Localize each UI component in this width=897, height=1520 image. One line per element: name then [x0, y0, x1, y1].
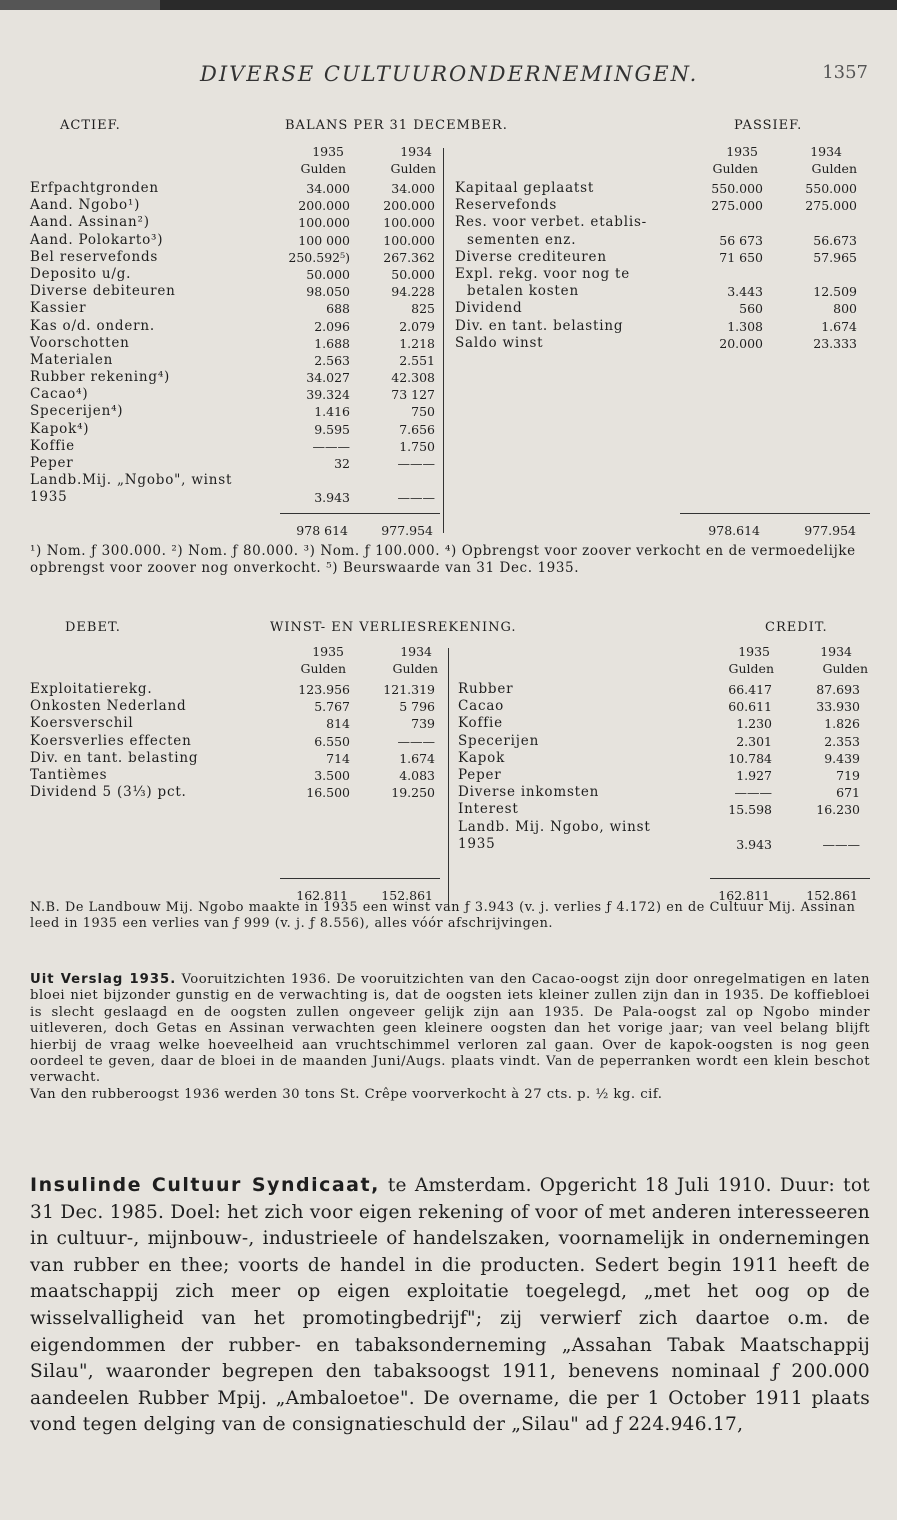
actief-total-1934: 977.954: [381, 523, 433, 538]
actief-row-value-1935: 3.943: [314, 490, 350, 506]
credit-row: [458, 715, 870, 732]
actief-row-label: Specerijen⁴): [30, 403, 124, 420]
pl-right-header: CREDIT.: [765, 620, 828, 635]
debet-row-value-1935: 714: [326, 750, 350, 766]
passief-row: [455, 266, 870, 283]
actief-row-value-1935: 39.324: [306, 387, 350, 403]
actief-row-value-1935: 34.027: [306, 370, 350, 386]
profit-loss-account: [30, 620, 870, 903]
passief-row-label: sementen enz.: [467, 231, 577, 248]
passief-row: [455, 335, 870, 352]
pl-column-divider: [448, 648, 449, 910]
company-entry: [30, 1172, 870, 1439]
balance-passief-year2: 1934: [810, 144, 842, 159]
actief-row-label: Aand. Assinan²): [30, 214, 150, 231]
actief-row-value-1935: 100 000: [298, 232, 350, 248]
actief-row: [30, 214, 440, 231]
credit-row-value-1934: 87.693: [816, 682, 860, 697]
actief-row-label: Kassier: [30, 300, 87, 317]
passief-row-label: betalen kosten: [467, 283, 579, 300]
passief-row-label: Reservefonds: [455, 197, 558, 214]
actief-row-value-1935: 200.000: [298, 198, 350, 214]
actief-row-value-1935: 250.592⁵): [288, 249, 350, 265]
company-name: Insulinde Cultuur Syndicaat,: [30, 1174, 380, 1196]
debet-row-value-1934: 121.319: [383, 682, 435, 697]
balance-actief-unit2: Gulden: [390, 161, 436, 176]
balance-right-header: PASSIEF.: [734, 118, 803, 133]
pl-left-header: DEBET.: [65, 620, 121, 635]
credit-row-label: Diverse inkomsten: [458, 784, 600, 801]
credit-row-value-1935: 66.417: [728, 682, 772, 697]
credit-row-label: Specerijen: [458, 732, 540, 749]
credit-row-value-1934: ———: [822, 836, 860, 852]
debet-row: [30, 715, 440, 732]
passief-row-value-1934: 1.674: [821, 318, 857, 334]
actief-row: [30, 489, 440, 506]
debet-row-value-1935: 814: [326, 716, 350, 732]
company-text: te Amsterdam. Opgericht 18 Juli 1910. Duur: tot 31 Dec. 1985. Doel: het zich voor eigen rekening of voor of met anderen interesseeren in cultuur-, mijnbouw-, industrieele of handelszaken, voornamelijk in ondernemingen van rubber en thee; voorts de handel in die producten. Sedert begin 1911 heeft de maatschappij zich meer op eigen exploitatie toegelegd, „met het oog op de wisselvalligheid van het promotingbedrijf"; zij verwierf zich daartoe o.m. de eigendommen der rubber- en tabaksonderneming „Assahan Tabak Maatschappij Silau", waaronder begrepen den tabaksoogst 1911, benevens nominaal ƒ 200.000 aandeelen Rubber Mpij. „Ambaloetoe". De overname, die per 1 October 1911 plaats vond tegen delging van de consignatieschuld der „Silau" ad ƒ 224.946.17,: [30, 1175, 870, 1436]
debet-row: [30, 750, 440, 767]
debet-row: [30, 767, 440, 784]
actief-row-label: Kapok⁴): [30, 420, 90, 437]
actief-row-value-1934: 7.656: [399, 421, 435, 437]
debet-row-value-1934: 4.083: [399, 767, 435, 783]
actief-row-label: Peper: [30, 455, 74, 471]
credit-row-value-1935: 2.301: [736, 733, 772, 749]
credit-row-value-1935: 15.598: [728, 802, 772, 818]
actief-row-label: Aand. Polokarto³): [30, 231, 164, 248]
credit-row-label: Rubber: [458, 681, 514, 697]
debet-list: [30, 681, 440, 801]
passief-row-value-1935: 275.000: [711, 198, 763, 214]
actief-row-value-1934: 267.362: [383, 249, 435, 265]
actief-row: [30, 455, 440, 472]
actief-row-value-1935: ———: [312, 438, 350, 454]
actief-row-value-1934: 100.000: [383, 232, 435, 248]
running-head-title: DIVERSE CULTUURONDERNEMINGEN.: [200, 62, 699, 86]
passief-row: [455, 318, 870, 335]
debet-row-label: Koersverlies effecten: [30, 732, 192, 749]
balance-actief-year1: 1935: [312, 144, 344, 159]
actief-row-value-1935: 98.050: [306, 284, 350, 300]
credit-row-value-1935: 1.927: [736, 767, 772, 783]
actief-row-value-1934: 73 127: [391, 387, 435, 403]
actief-row-label: Cacao⁴): [30, 386, 89, 403]
passief-row-value-1935: 560: [739, 301, 763, 317]
balance-title: BALANS PER 31 DECEMBER.: [285, 118, 508, 133]
pl-debet-year2: 1934: [400, 644, 432, 659]
page-number: 1357: [822, 62, 868, 83]
actief-list: [30, 180, 440, 507]
passief-row: [455, 249, 870, 266]
page-top-edge: [0, 0, 897, 10]
debet-row-value-1935: 3.500: [314, 767, 350, 783]
actief-row-value-1935: 34.000: [306, 181, 350, 196]
credit-row-value-1935: 1.230: [736, 716, 772, 732]
credit-row: [458, 681, 870, 698]
debet-row-value-1934: ———: [397, 733, 435, 749]
actief-row-value-1934: 825: [411, 301, 435, 317]
actief-row-value-1935: 688: [326, 301, 350, 317]
debet-row-value-1935: 6.550: [314, 733, 350, 749]
passief-row-value-1934: 550.000: [805, 181, 857, 196]
credit-list: [458, 681, 870, 853]
actief-row: [30, 386, 440, 403]
actief-row-label: Deposito u/g.: [30, 265, 132, 282]
credit-total-rule: [710, 878, 870, 879]
actief-row: [30, 232, 440, 249]
debet-row: [30, 698, 440, 715]
actief-row: [30, 472, 440, 489]
actief-row: [30, 266, 440, 283]
debet-total-rule: [280, 878, 440, 879]
actief-row-label: Bel reservefonds: [30, 248, 159, 265]
credit-total-1935: 162.811: [718, 888, 770, 903]
actief-row-value-1935: 2.096: [314, 318, 350, 334]
actief-total-1935: 978 614: [296, 523, 348, 538]
credit-total-1934: 152.861: [806, 888, 858, 903]
passief-row: [455, 300, 870, 317]
actief-row-value-1935: 50.000: [306, 266, 350, 282]
credit-row: [458, 750, 870, 767]
debet-row-value-1934: 1.674: [399, 750, 435, 766]
balance-column-divider: [443, 148, 444, 533]
actief-row: [30, 403, 440, 420]
actief-row: [30, 369, 440, 386]
credit-row-value-1934: 2.353: [824, 733, 860, 749]
credit-row-label: 1935: [458, 835, 496, 852]
passief-row-value-1934: 56.673: [813, 232, 857, 248]
actief-row-label: Materialen: [30, 351, 114, 368]
balance-actief-year2: 1934: [400, 144, 432, 159]
nb-note: N.B. De Landbouw Mij. Ngobo maakte in 1935 een winst van ƒ 3.943 (v. j. verlies ƒ 4.172) en de Cultuur Mij. Assinan leed in 1935 een verlies van ƒ 999 (v. j. ƒ 8.556), alles vóór afschrijvingen.: [30, 900, 856, 932]
debet-row-label: Dividend 5 (3⅓) pct.: [30, 784, 187, 801]
debet-row-value-1934: 739: [411, 716, 435, 732]
credit-row-value-1934: 9.439: [824, 750, 860, 766]
page-top-strip: [0, 0, 160, 10]
actief-row-value-1934: 1.750: [399, 438, 435, 454]
actief-row: [30, 197, 440, 214]
actief-row-value-1934: 94.228: [391, 284, 435, 300]
actief-row-value-1934: 42.308: [391, 370, 435, 386]
debet-row-value-1934: 19.250: [391, 785, 435, 801]
actief-row-label: Koffie: [30, 437, 75, 454]
passief-row-value-1935: 20.000: [719, 335, 763, 351]
actief-row-value-1934: 100.000: [383, 215, 435, 231]
actief-row-label: 1935: [30, 489, 68, 506]
actief-row-label: Voorschotten: [30, 334, 130, 351]
credit-row-value-1934: 33.930: [816, 699, 860, 715]
pl-title: WINST- EN VERLIESREKENING.: [270, 620, 517, 635]
passief-row: [455, 197, 870, 214]
passief-row: [455, 214, 870, 231]
balance-sheet: [30, 118, 870, 538]
actief-row-label: Diverse debiteuren: [30, 283, 176, 300]
credit-row-label: Cacao: [458, 698, 505, 715]
actief-row: [30, 283, 440, 300]
actief-row-value-1935: 32: [334, 456, 350, 471]
pl-credit-year1: 1935: [738, 644, 770, 659]
actief-row-value-1934: 2.079: [399, 318, 435, 334]
actief-row-value-1935: 1.688: [314, 335, 350, 351]
actief-row-label: Kas o/d. ondern.: [30, 317, 155, 334]
credit-row-value-1934: 719: [836, 767, 860, 783]
debet-row: [30, 784, 440, 801]
passief-row-value-1935: 550.000: [711, 181, 763, 196]
credit-row-value-1935: 60.611: [728, 699, 772, 715]
debet-row-value-1935: 123.956: [298, 682, 350, 697]
passief-row-label: Kapitaal geplaatst: [455, 180, 595, 196]
passief-total-1935: 978.614: [708, 523, 760, 538]
passief-row: [455, 232, 870, 249]
actief-row-value-1935: 9.595: [314, 421, 350, 437]
debet-total-1935: 162.811: [296, 888, 348, 903]
actief-row: [30, 318, 440, 335]
actief-row: [30, 180, 440, 197]
passief-row-label: Saldo winst: [455, 334, 544, 351]
credit-row: [458, 733, 870, 750]
actief-row-value-1935: 1.416: [314, 404, 350, 420]
pl-credit-year2: 1934: [820, 644, 852, 659]
credit-row: [458, 801, 870, 818]
credit-row-value-1934: 16.230: [816, 802, 860, 818]
balance-passief-unit2: Gulden: [811, 161, 857, 176]
actief-row: [30, 335, 440, 352]
passief-total-rule: [680, 513, 870, 514]
report-last-line: Van den rubberoogst 1936 werden 30 tons St. Crêpe voorverkocht à 27 cts. p. ½ kg. cif.: [30, 1086, 663, 1102]
passief-list: [455, 180, 870, 352]
passief-row-value-1934: 57.965: [813, 249, 857, 265]
debet-row-label: Exploitatierekg.: [30, 681, 153, 697]
pl-debet-year1: 1935: [312, 644, 344, 659]
passief-row-label: Dividend: [455, 300, 523, 317]
credit-row-value-1935: ———: [734, 785, 772, 801]
credit-row: [458, 767, 870, 784]
passief-row: [455, 283, 870, 300]
actief-row: [30, 300, 440, 317]
actief-row-value-1934: 200.000: [383, 198, 435, 214]
actief-row-value-1934: 34.000: [391, 181, 435, 196]
actief-row-value-1934: 50.000: [391, 266, 435, 282]
report-lead: Uit Verslag 1935.: [30, 972, 177, 987]
actief-total-rule: [280, 513, 440, 514]
credit-row: [458, 836, 870, 853]
debet-row: [30, 681, 440, 698]
pl-debet-unit2: Gulden: [392, 661, 438, 676]
actief-row-value-1934: ———: [397, 456, 435, 471]
credit-row-label: Kapok: [458, 749, 506, 766]
actief-row-label: Rubber rekening⁴): [30, 369, 171, 386]
credit-row-value-1935: 3.943: [736, 836, 772, 852]
credit-row: [458, 698, 870, 715]
debet-row-label: Tantièmes: [30, 766, 108, 783]
passief-row-value-1934: 800: [833, 301, 857, 317]
passief-row-value-1934: 275.000: [805, 198, 857, 214]
pl-credit-unit1: Gulden: [728, 661, 774, 676]
passief-row-value-1934: 12.509: [813, 284, 857, 300]
passief-row-value-1935: 3.443: [727, 284, 763, 300]
pl-debet-unit1: Gulden: [300, 661, 346, 676]
actief-row-label: Aand. Ngobo¹): [30, 197, 141, 214]
passief-row-label: Expl. rekg. voor nog te: [455, 265, 631, 282]
debet-row-label: Koersverschil: [30, 715, 134, 732]
passief-row-label: Diverse crediteuren: [455, 248, 607, 265]
actief-row: [30, 352, 440, 369]
actief-row-value-1935: 100.000: [298, 215, 350, 231]
credit-row-label: Koffie: [458, 715, 503, 732]
passief-total-1934: 977.954: [804, 523, 856, 538]
debet-row-value-1935: 5.767: [314, 699, 350, 715]
actief-row-label: Landb.Mij. „Ngobo", winst: [30, 472, 233, 489]
pl-credit-unit2: Gulden: [822, 661, 868, 676]
credit-row-value-1934: 1.826: [824, 716, 860, 732]
credit-row: [458, 784, 870, 801]
passief-row-value-1935: 56 673: [719, 232, 763, 248]
actief-row-value-1934: 750: [411, 404, 435, 420]
credit-row-label: Peper: [458, 766, 502, 783]
debet-total-1934: 152.861: [381, 888, 433, 903]
passief-row-label: Res. voor verbet. etablis-: [455, 214, 648, 231]
balance-footnotes: ¹) Nom. ƒ 300.000. ²) Nom. ƒ 80.000. ³) Nom. ƒ 100.000. ⁴) Opbrengst voor zoover verkocht en de vermoedelijke opbrengst voor zoover nog onverkocht. ⁵) Beurswaarde van 31 Dec. 1935.: [30, 543, 856, 576]
credit-row-value-1935: 10.784: [728, 750, 772, 766]
credit-row-label: Interest: [458, 801, 519, 818]
actief-row: [30, 421, 440, 438]
credit-row-label: Landb. Mij. Ngobo, winst: [458, 818, 651, 835]
actief-row: [30, 249, 440, 266]
balance-actief-unit1: Gulden: [300, 161, 346, 176]
passief-row-label: Div. en tant. belasting: [455, 317, 624, 334]
debet-row-label: Div. en tant. belasting: [30, 749, 199, 766]
credit-row-value-1934: 671: [836, 785, 860, 801]
passief-row-value-1934: 23.333: [813, 335, 857, 351]
actief-row-value-1934: 1.218: [399, 335, 435, 351]
credit-row: [458, 819, 870, 836]
report-text: Vooruitzichten 1936. De vooruitzichten van den Cacao-oogst zijn door onregelmatigen en laten bloei niet bijzonder gunstig en de verwachting is, dat de oogsten iets kleiner zullen zijn dan in 1935. De koffiebloei is slecht geslaagd en de oogsten zullen ongeveer gelijk zijn aan 1935. De Pala-oogst zal op Ngobo minder uitleveren, doch Getas en Assinan verwachten geen kleinere oogsten dan het vorige jaar; van veel belang blijft hierbij de vraag welke hoeveelheid aan vruchtschimmel verloren zal gaan. Over de kapok-oogsten is nog geen oordeel te geven, daar de bloei in de maanden Juni/Augs. plaats vindt. Van de peperranken wordt een klein beschot verwacht.: [30, 972, 870, 1086]
actief-row: [30, 438, 440, 455]
debet-row-value-1934: 5 796: [399, 699, 435, 715]
balance-passief-year1: 1935: [726, 144, 758, 159]
actief-row-value-1934: ———: [397, 490, 435, 506]
passief-row-value-1935: 71 650: [719, 249, 763, 265]
balance-passief-unit1: Gulden: [712, 161, 758, 176]
annual-report-excerpt: [30, 972, 870, 1103]
running-head: [30, 62, 870, 92]
passief-row: [455, 180, 870, 197]
balance-left-header: ACTIEF.: [60, 118, 121, 133]
debet-row-label: Onkosten Nederland: [30, 698, 187, 715]
debet-row: [30, 733, 440, 750]
actief-row-label: Erfpachtgronden: [30, 180, 159, 196]
debet-row-value-1935: 16.500: [306, 785, 350, 801]
passief-row-value-1935: 1.308: [727, 318, 763, 334]
actief-row-value-1934: 2.551: [399, 352, 435, 368]
actief-row-value-1935: 2.563: [314, 352, 350, 368]
